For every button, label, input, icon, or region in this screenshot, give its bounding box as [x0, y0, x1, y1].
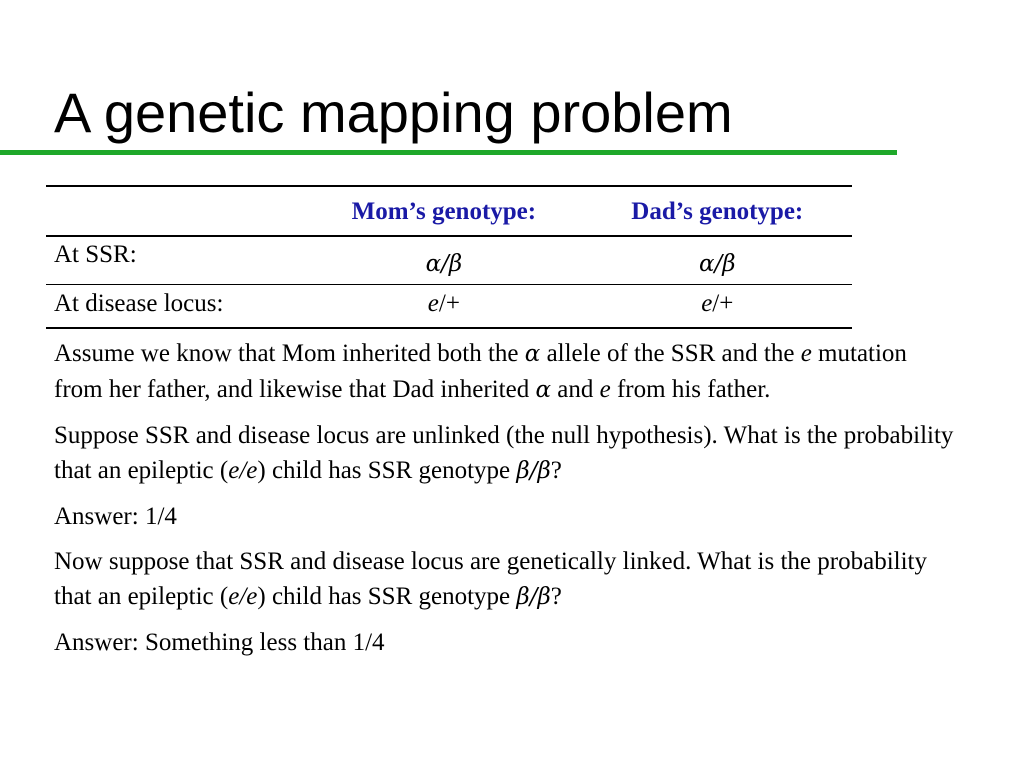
dad-ssr-genotype: α/β — [583, 236, 852, 284]
genotype-table — [46, 185, 852, 329]
row-label-disease-locus: At disease locus: — [46, 284, 305, 328]
slide-title: A genetic mapping problem — [54, 81, 733, 144]
header-dad-genotype: Dad’s genotype: — [583, 186, 852, 236]
paragraph-linked-question: Now suppose that SSR and disease locus are genetically linked. What is the probability that an epileptic (e/e) child has SSR genotype β/β? — [54, 548, 927, 610]
mom-disease-genotype: e/+ — [305, 284, 582, 328]
header-empty — [46, 186, 305, 236]
paragraph-unlinked-question: Suppose SSR and disease locus are unlinked (the null hypothesis). What is the probability that an epileptic (e/e) child has SSR genotype β/β? — [54, 422, 954, 484]
slide-body — [54, 336, 954, 670]
header-mom-genotype: Mom’s genotype: — [305, 186, 582, 236]
title-underline — [0, 150, 897, 155]
table-row — [46, 236, 852, 284]
paragraph-answer-unlinked: Answer: 1/4 — [54, 503, 177, 530]
paragraph-assumption: Assume we know that Mom inherited both the α allele of the SSR and the e mutation from her father, and likewise that Dad inherited α and e from his father. — [54, 340, 907, 403]
dad-disease-genotype: e/+ — [583, 284, 852, 328]
paragraph-answer-linked: Answer: Something less than 1/4 — [54, 629, 385, 656]
mom-ssr-genotype: α/β — [305, 236, 582, 284]
row-label-ssr: At SSR: — [46, 236, 305, 284]
table-row — [46, 284, 852, 328]
table-header-row — [46, 186, 852, 236]
